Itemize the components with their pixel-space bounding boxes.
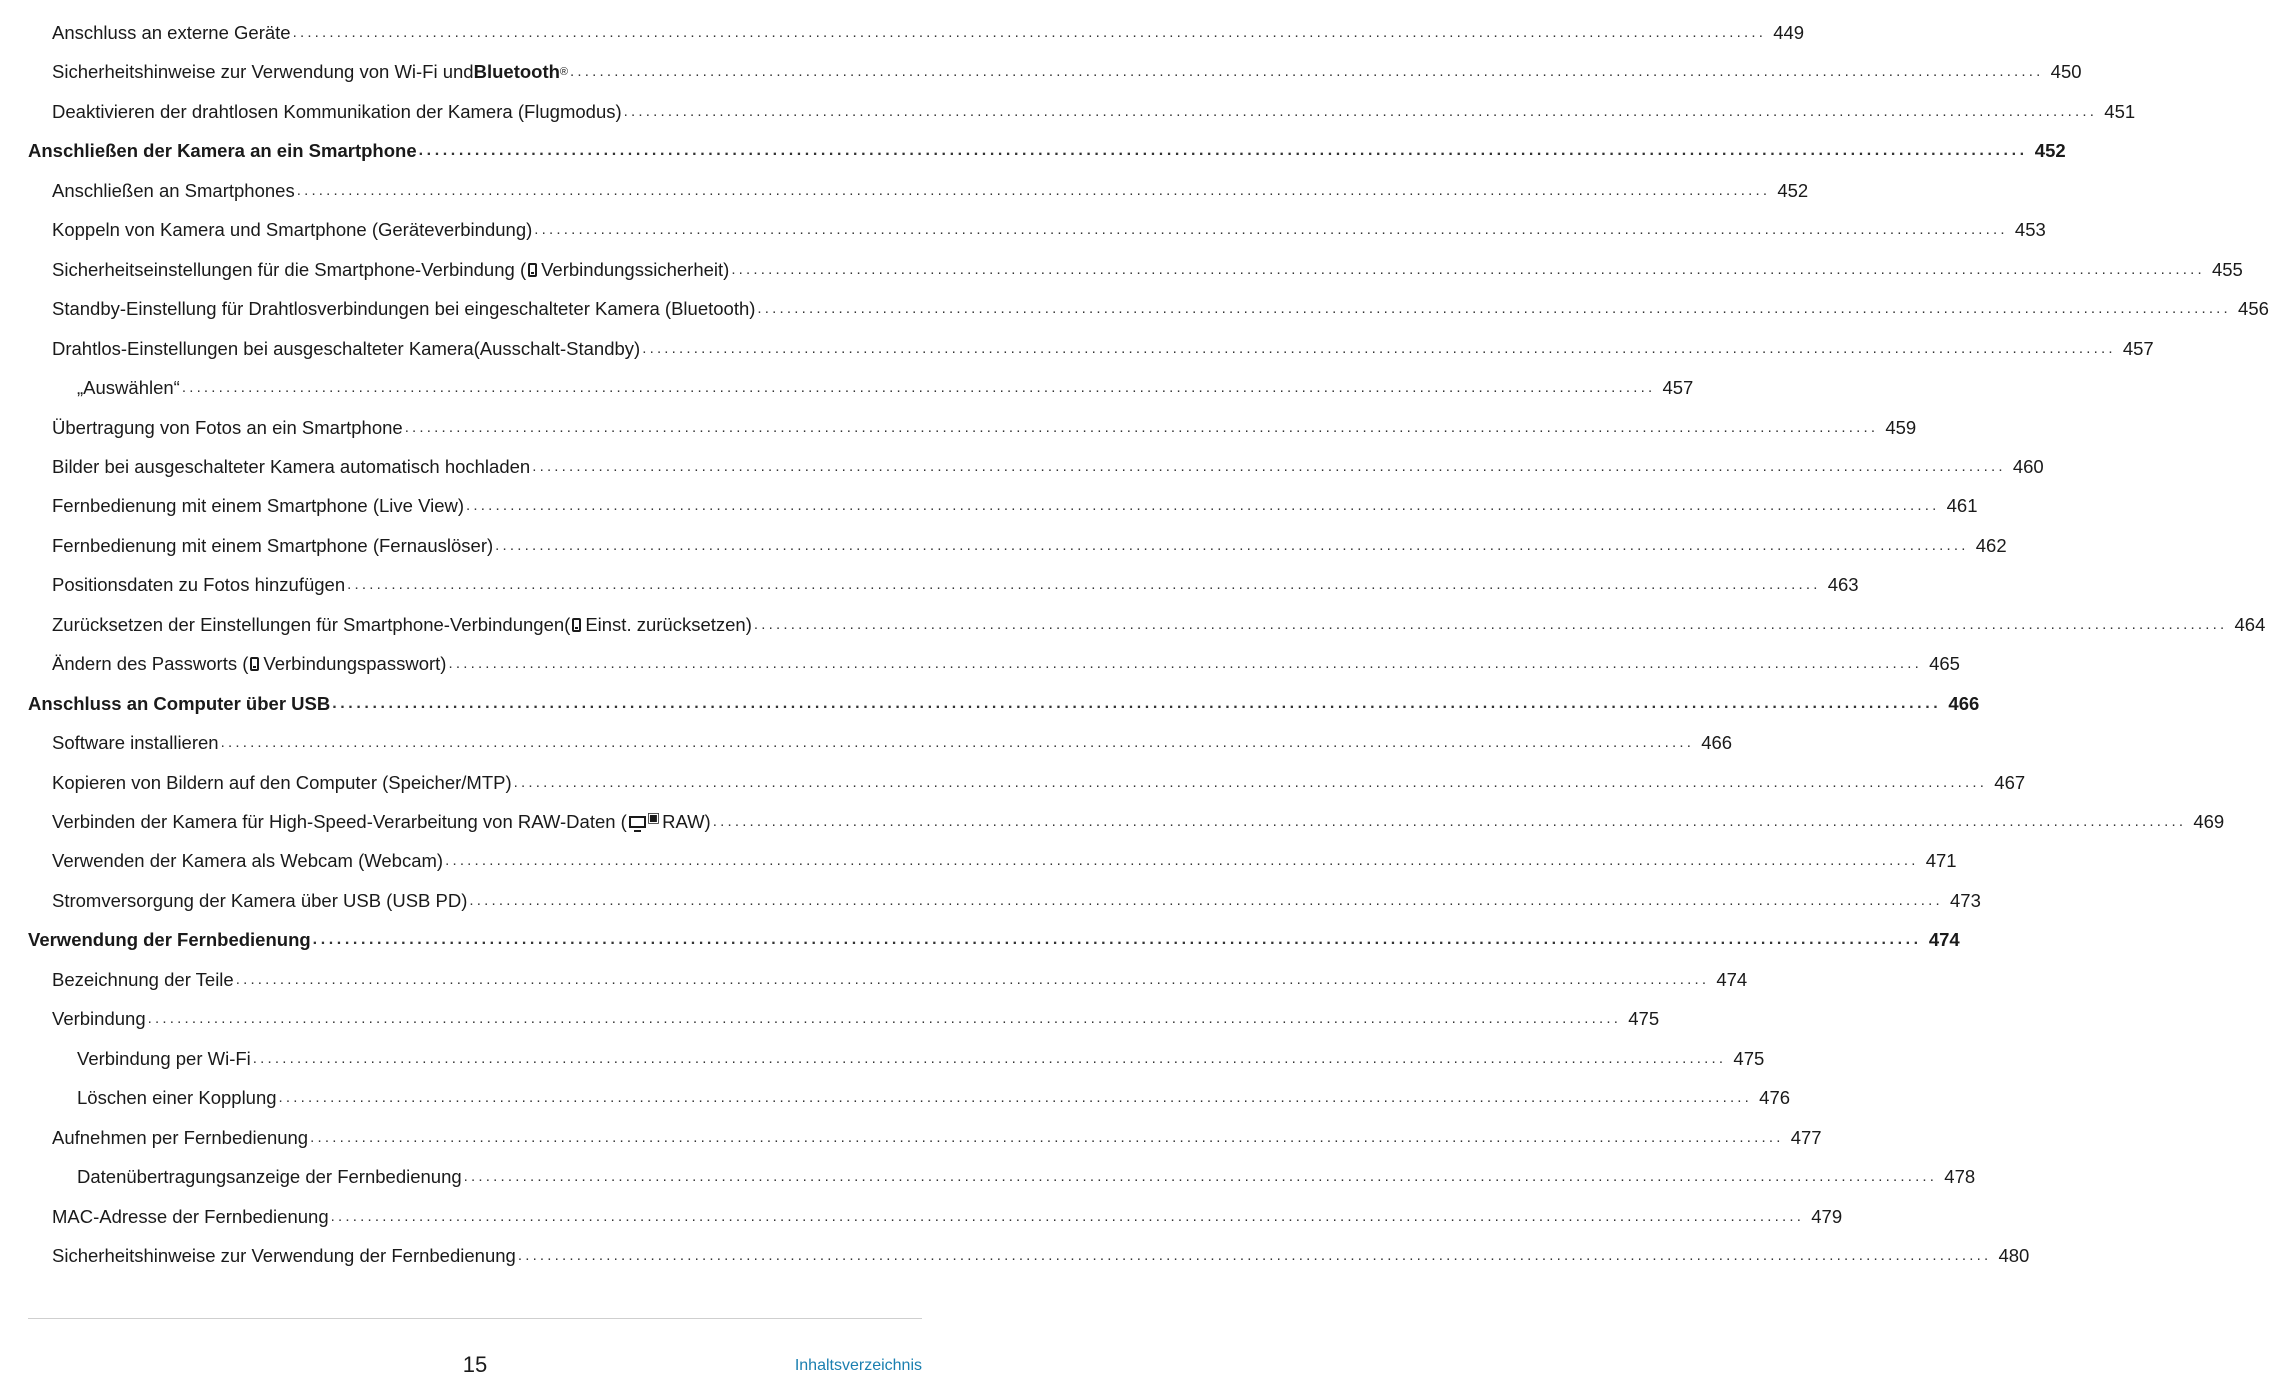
toc-entry-title: Fernbedienung mit einem Smartphone (Live View) bbox=[52, 495, 465, 517]
toc-entry-title: Koppeln von Kamera und Smartphone (Geräteverbindung) bbox=[52, 219, 533, 241]
toc-entry[interactable] bbox=[0, 649, 1960, 679]
toc-entry-title: Verbindung bbox=[52, 1008, 146, 1030]
toc-entry[interactable] bbox=[0, 373, 1694, 403]
dot-leader: ........................................................................................................................................................................................................ bbox=[445, 852, 1919, 870]
dot-leader: ........................................................................................................................................................................................................ bbox=[448, 655, 1922, 673]
toc-entry[interactable] bbox=[0, 768, 2026, 798]
toc-entry[interactable] bbox=[0, 413, 1917, 443]
dot-leader: ........................................................................................................................................................................................................ bbox=[517, 1246, 1992, 1264]
toc-entry-title: Verwendung der Fernbedienung bbox=[28, 929, 311, 951]
dot-leader: ........................................................................................................................................................................................................ bbox=[570, 63, 2044, 81]
toc-entry-title: Verbindung per Wi-Fi bbox=[77, 1047, 251, 1069]
toc-page-number: 457 bbox=[2122, 337, 2154, 359]
toc-page-number: 476 bbox=[1759, 1087, 1791, 1109]
toc-entry-title: Kopieren von Bildern auf den Computer (Speicher/MTP) bbox=[52, 771, 512, 793]
toc-page-number: 464 bbox=[2234, 613, 2266, 635]
toc-page-number: 456 bbox=[2238, 298, 2269, 320]
toc-page-number: 459 bbox=[1885, 416, 1917, 438]
toc-page-number: 480 bbox=[1998, 1244, 2030, 1266]
toc-entry[interactable] bbox=[0, 57, 2082, 87]
dot-leader: ........................................................................................................................................................................................................ bbox=[532, 457, 2006, 475]
smartphone-icon bbox=[572, 618, 581, 632]
dot-leader: ........................................................................................................................................................................................................ bbox=[757, 300, 2231, 318]
toc-entry[interactable] bbox=[0, 610, 2266, 640]
toc-entry[interactable] bbox=[0, 452, 2044, 482]
toc-entry-title: Positionsdaten zu Fotos hinzufügen bbox=[52, 574, 346, 596]
toc-page-number: 474 bbox=[1928, 929, 1960, 951]
toc-page-number: 457 bbox=[1662, 377, 1694, 399]
toc-page-number: 460 bbox=[2012, 455, 2044, 477]
toc-page-number: 475 bbox=[1733, 1047, 1765, 1069]
toc-page-number: 461 bbox=[1946, 495, 1978, 517]
toc-entry-title: Anschließen an Smartphones bbox=[52, 179, 295, 201]
toc-page-number: 478 bbox=[1944, 1166, 1976, 1188]
toc-page-number: 451 bbox=[2104, 100, 2136, 122]
toc-link[interactable]: Inhaltsverzeichnis bbox=[794, 1357, 922, 1374]
toc-page-number: 453 bbox=[2014, 219, 2046, 241]
toc-entry[interactable] bbox=[0, 491, 1978, 521]
toc-entry[interactable] bbox=[0, 97, 2136, 127]
dot-leader: ........................................................................................................................................................................................................ bbox=[332, 694, 1942, 712]
toc-entry[interactable] bbox=[0, 570, 1859, 600]
dot-leader: ........................................................................................................................................................................................................ bbox=[753, 615, 2228, 633]
toc-entry-title: Anschließen der Kamera an ein Smartphone bbox=[28, 140, 417, 162]
toc-entry[interactable] bbox=[0, 1162, 1976, 1192]
toc-entry-title: Aufnehmen per Fernbedienung bbox=[52, 1126, 309, 1148]
toc-entry-title: Verwenden der Kamera als Webcam (Webcam) bbox=[52, 850, 444, 872]
toc-entry-title: Ändern des Passworts ( Verbindungspasswort) bbox=[52, 653, 447, 675]
toc-entry-title: Sicherheitshinweise zur Verwendung von Wi-Fi und Bluetooth ® bbox=[52, 61, 569, 83]
dot-leader: ........................................................................................................................................................................................................ bbox=[181, 379, 1656, 397]
toc-entry[interactable] bbox=[0, 728, 1733, 758]
toc-entry-title: Bezeichnung der Teile bbox=[52, 968, 234, 990]
dot-leader: ........................................................................................................................................................................................................ bbox=[235, 970, 1710, 988]
toc-entry[interactable] bbox=[0, 531, 2007, 561]
dot-leader: ........................................................................................................................................................................................................ bbox=[642, 339, 2116, 357]
toc-entry[interactable] bbox=[0, 1202, 1843, 1232]
toc-entry[interactable] bbox=[0, 215, 2046, 245]
toc-entry[interactable] bbox=[0, 176, 1809, 206]
toc-entry-title: Anschluss an Computer über USB bbox=[28, 692, 331, 714]
dot-leader: ........................................................................................................................................................................................................ bbox=[712, 813, 2187, 830]
toc-entry[interactable] bbox=[0, 886, 1981, 916]
page-number: 15 bbox=[462, 1352, 488, 1377]
toc-entry-title: Bilder bei ausgeschalteter Kamera automatisch hochladen bbox=[52, 455, 531, 477]
dot-leader: ........................................................................................................................................................................................................ bbox=[534, 221, 2008, 239]
toc-entry-title: Anschluss an externe Geräte bbox=[52, 22, 291, 43]
toc-entry[interactable] bbox=[0, 1004, 1660, 1034]
toc-page-number: 473 bbox=[1950, 889, 1981, 911]
smartphone-icon bbox=[250, 657, 259, 671]
toc-page-number: 455 bbox=[2211, 258, 2243, 280]
toc-entry[interactable] bbox=[0, 807, 2225, 837]
toc-page-number: 466 bbox=[1701, 732, 1733, 754]
dot-leader: ........................................................................................................................................................................................................ bbox=[347, 576, 1821, 594]
dot-leader: ........................................................................................................................................................................................................ bbox=[252, 1049, 1727, 1067]
toc-entry-title: Fernbedienung mit einem Smartphone (Fernauslöser) bbox=[52, 534, 494, 556]
toc-page-number: 452 bbox=[1777, 179, 1809, 201]
toc-page-number: 479 bbox=[1811, 1205, 1843, 1227]
toc-page-number: 450 bbox=[2050, 61, 2082, 83]
toc-page-number: 469 bbox=[2193, 811, 2225, 832]
toc-page-number: 466 bbox=[1948, 692, 1980, 714]
toc-page-number: 475 bbox=[1628, 1008, 1660, 1030]
toc-entry-title: Deaktivieren der drahtlosen Kommunikation der Kamera (Flugmodus) bbox=[52, 100, 622, 122]
dot-leader: ........................................................................................................................................................................................................ bbox=[495, 536, 1969, 554]
toc-entry[interactable] bbox=[0, 846, 1957, 876]
toc-entry[interactable] bbox=[0, 255, 2243, 285]
dot-leader: ........................................................................................................................................................................................................ bbox=[220, 734, 1695, 752]
dot-leader: ........................................................................................................................................................................................................ bbox=[731, 260, 2205, 278]
dot-leader: ........................................................................................................................................................................................................ bbox=[623, 102, 2098, 120]
computer-icon bbox=[629, 816, 646, 828]
toc-page-number: 462 bbox=[1975, 534, 2007, 556]
toc-page-number: 477 bbox=[1790, 1126, 1822, 1148]
footer-divider bbox=[28, 1318, 922, 1319]
toc-entry[interactable] bbox=[0, 965, 1748, 995]
toc-entry-title: Verbinden der Kamera für High-Speed-Verarbeitung von RAW-Daten ( ▣ RAW) bbox=[52, 808, 711, 832]
dot-leader: ........................................................................................................................................................................................................ bbox=[296, 181, 1771, 199]
toc-entry-title: Löschen einer Kopplung bbox=[77, 1087, 277, 1109]
toc-entry[interactable] bbox=[0, 1241, 2030, 1271]
toc-entry-title: „Auswählen“ bbox=[77, 377, 180, 399]
dot-leader: ........................................................................................................................................................................................................ bbox=[310, 1128, 1784, 1146]
toc-entry-title: Standby-Einstellung für Drahtlosverbindungen bei eingeschalteter Kamera (Bluetooth) bbox=[52, 298, 756, 320]
dot-leader: ........................................................................................................................................................................................................ bbox=[312, 931, 1922, 949]
toc-entry[interactable] bbox=[0, 1083, 1791, 1113]
toc-entry-title: Drahtlos-Einstellungen bei ausgeschalteter Kamera(Ausschalt-Standby) bbox=[52, 337, 641, 359]
toc-chapter[interactable] bbox=[0, 925, 1960, 955]
dot-leader: ........................................................................................................................................................................................................ bbox=[147, 1010, 1622, 1028]
toc-page-number: 452 bbox=[2034, 140, 2066, 162]
toc-chapter[interactable] bbox=[0, 689, 1980, 719]
dot-leader: ........................................................................................................................................................................................................ bbox=[418, 142, 2028, 160]
toc-entry[interactable] bbox=[0, 18, 1805, 48]
toc-entry-title: Software installieren bbox=[52, 732, 219, 754]
toc-page-number: 465 bbox=[1929, 653, 1960, 675]
toc-page-number: 463 bbox=[1827, 574, 1859, 596]
toc-entry-title: Datenübertragungsanzeige der Fernbedienung bbox=[77, 1166, 462, 1188]
toc-entry[interactable] bbox=[0, 1044, 1765, 1074]
toc-entry[interactable] bbox=[0, 334, 2154, 364]
dot-leader: ........................................................................................................................................................................................................ bbox=[404, 418, 1879, 436]
toc-entry-title: Übertragung von Fotos an ein Smartphone bbox=[52, 416, 403, 438]
toc-page-number: 449 bbox=[1773, 22, 1805, 43]
dot-leader: ........................................................................................................................................................................................................ bbox=[292, 24, 1767, 41]
toc-entry-title: Stromversorgung der Kamera über USB (USB PD) bbox=[52, 889, 468, 911]
toc-page-number: 471 bbox=[1925, 850, 1957, 872]
dot-leader: ........................................................................................................................................................................................................ bbox=[278, 1089, 1753, 1107]
dot-leader: ........................................................................................................................................................................................................ bbox=[463, 1168, 1938, 1186]
toc-entry[interactable] bbox=[0, 1123, 1822, 1153]
dot-leader: ........................................................................................................................................................................................................ bbox=[469, 891, 1943, 909]
toc-entry-title: MAC-Adresse der Fernbedienung bbox=[52, 1205, 329, 1227]
dot-leader: ........................................................................................................................................................................................................ bbox=[466, 497, 1940, 515]
toc-page-number: 467 bbox=[1994, 771, 2026, 793]
toc-entry-title: Sicherheitshinweise zur Verwendung der Fernbedienung bbox=[52, 1244, 516, 1266]
toc-entry-title: Zurücksetzen der Einstellungen für Smartphone-Verbindungen( Einst. zurücksetzen) bbox=[52, 613, 752, 635]
smartphone-icon bbox=[528, 263, 537, 277]
dot-leader: ........................................................................................................................................................................................................ bbox=[330, 1207, 1805, 1225]
toc-chapter[interactable] bbox=[0, 136, 2066, 166]
computer-camera-icon bbox=[629, 808, 661, 831]
camera-icon: ▣ bbox=[646, 808, 661, 825]
toc-entry-title: Sicherheitseinstellungen für die Smartphone-Verbindung ( Verbindungssicherheit) bbox=[52, 258, 730, 280]
toc-entry[interactable] bbox=[0, 294, 2269, 324]
dot-leader: ........................................................................................................................................................................................................ bbox=[513, 773, 1988, 791]
toc-page-number: 474 bbox=[1716, 968, 1748, 990]
